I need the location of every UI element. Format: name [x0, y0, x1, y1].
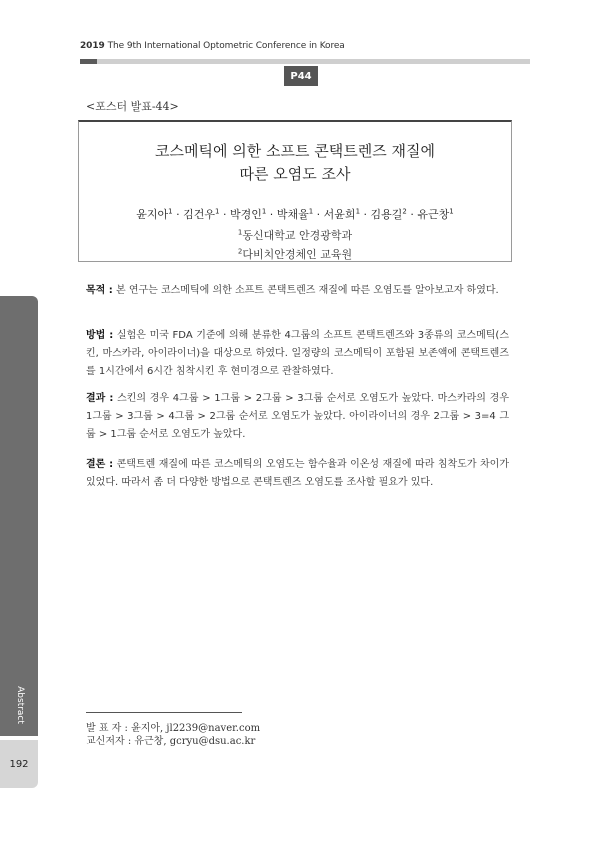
page-number: 192: [9, 758, 29, 770]
affiliation-1: [79, 227, 511, 243]
conference-header: [80, 41, 345, 51]
affiliation-2: [79, 246, 511, 262]
section-purpose-label: 목적 :: [86, 285, 113, 296]
footer-corresponding: 교신저자 : 유근창, gcryu@dsu.ac.kr: [86, 736, 256, 747]
author-name: 김용길: [370, 208, 403, 221]
section-results: [86, 390, 509, 444]
author-separator: ·: [219, 208, 230, 221]
author-separator: ·: [313, 208, 324, 221]
section-methods: [86, 327, 509, 381]
affiliation-1-text: 동신대학교 안경광학과: [242, 229, 353, 242]
section-purpose-text: 본 연구는 코스메틱에 의한 소프트 콘택트렌즈 재질에 따른 오염도를 알아보고자 하였다.: [112, 285, 499, 296]
author-name: 유근창: [417, 208, 450, 221]
author-affiliation-mark: 2: [402, 207, 407, 216]
section-conclusion-text: 콘택트렌 재질에 따른 코스메틱의 오염도는 함수율과 이온성 재질에 따라 침착도가 차이가 있었다. 따라서 좀 더 다양한 방법으로 콘택트렌즈 오염도를 조사할 필요가 있다.: [86, 459, 509, 488]
author-name: 박채율: [276, 208, 309, 221]
author-affiliation-mark: 1: [168, 207, 173, 216]
author-name: 윤지아: [136, 208, 169, 221]
author-affiliation-mark: 1: [308, 207, 314, 216]
section-results-label: 결과 :: [86, 393, 114, 404]
paper-title-line-2: 따른 오염도 조사: [239, 165, 351, 183]
author-list: [79, 206, 511, 222]
section-methods-label: 방법 :: [86, 330, 114, 341]
affiliation-1-num: 1: [237, 228, 243, 237]
affiliation-2-text: 다비치안경체인 교육원: [242, 248, 353, 261]
header-rule-light: [97, 59, 530, 64]
author-affiliation-mark: 1: [261, 207, 267, 216]
conference-name: The 9th International Optometric Conference in Korea: [107, 41, 345, 51]
paper-title: [79, 140, 511, 186]
poster-tag-badge: P44: [284, 66, 318, 86]
author-name: 김건우: [183, 208, 215, 221]
author-separator: ·: [406, 208, 418, 221]
paper-title-line-1: 코스메틱에 의한 소프트 콘택트렌즈 재질에: [155, 142, 435, 160]
poster-number: <포스터 발표-44>: [86, 100, 179, 113]
author-affiliation-mark: 1: [214, 207, 220, 216]
author-separator: ·: [172, 208, 184, 221]
affiliation-2-num: 2: [237, 247, 243, 256]
footer-presenter: 발 표 자 : 윤지아, jl2239@naver.com: [86, 723, 261, 734]
header-rule-dark: [80, 59, 97, 64]
author-separator: ·: [360, 208, 371, 221]
author-separator: ·: [266, 208, 277, 221]
section-conclusion-label: 결론 :: [86, 459, 114, 470]
conference-year: 2019: [80, 41, 105, 51]
author-name: 서윤희: [323, 208, 356, 221]
section-purpose: [86, 282, 509, 300]
author-name: 박경인: [229, 208, 262, 221]
section-methods-text: 실험은 미국 FDA 기준에 의해 분류한 4그룹의 소프트 콘택트렌즈와 3종류의 코스메틱(스킨, 마스카라, 아이라이너)을 대상으로 하였다. 일정량의 코스메틱이 포함된 보존액에 콘택트렌즈를 1시간에서 6시간 침착시킨 후 현미경으로 관찰하였다.: [86, 330, 509, 377]
footer-rule: [86, 712, 242, 713]
author-affiliation-mark: 1: [355, 207, 361, 216]
side-tab: [0, 296, 38, 736]
title-box: [78, 120, 512, 262]
section-results-text: 스킨의 경우 4그룹 > 1그룹 > 2그룹 > 3그룹 순서로 오염도가 높았다. 마스카라의 경우 1그룹 > 3그룹 > 4그룹 > 2그룹 순서로 오염도가 높았다. 아이라이너의 경우 2그룹 > 3=4 그룹 > 1그룹 순서로 오염도가 높았다.: [86, 393, 509, 440]
section-conclusion: [86, 456, 509, 492]
side-tab-label: Abstract: [15, 686, 25, 724]
author-affiliation-mark: 1: [449, 207, 454, 216]
